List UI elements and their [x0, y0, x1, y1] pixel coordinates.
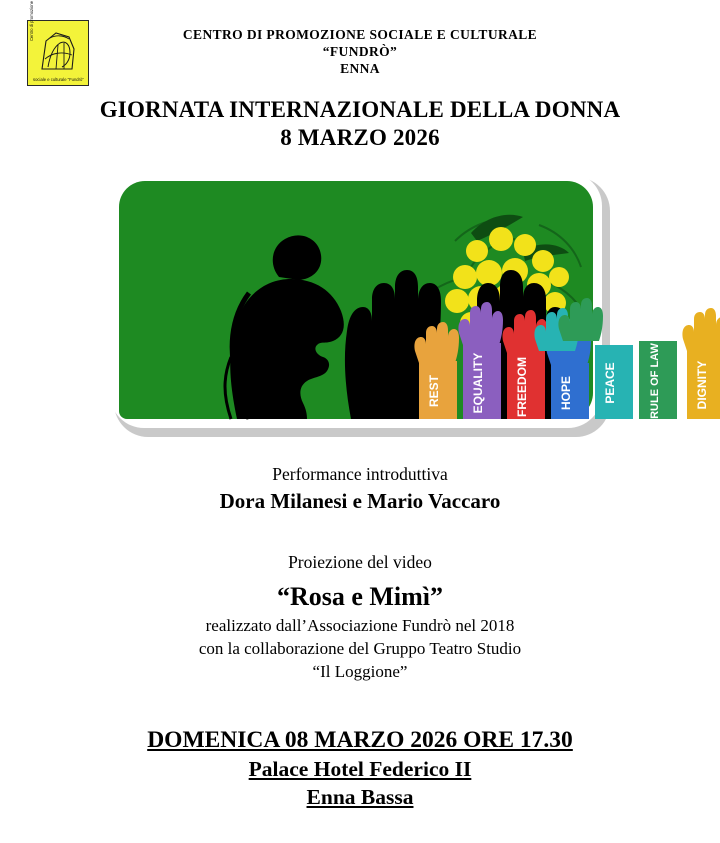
- word-hands-group: [414, 296, 720, 419]
- svg-text:DIGNITY: DIGNITY: [695, 360, 709, 410]
- video-title: “Rosa e Mimì”: [276, 582, 444, 611]
- event-details-section: [0, 725, 720, 811]
- hand-equality: [458, 302, 503, 419]
- performance-section: [0, 462, 720, 516]
- video-intro-label: Proiezione del video: [288, 552, 432, 572]
- logo-text-left: Centro di promozione: [29, 0, 34, 41]
- svg-text:PEACE: PEACE: [603, 362, 617, 404]
- event-city: Enna Bassa: [306, 785, 414, 809]
- svg-text:EQUALITY: EQUALITY: [471, 352, 485, 414]
- header-line-name: “FUNDRÒ”: [322, 44, 398, 59]
- svg-text:HOPE: HOPE: [559, 375, 573, 411]
- women-day-illustration: [110, 172, 709, 437]
- svg-text:RULE OF LAW: RULE OF LAW: [649, 343, 661, 419]
- illustration-artwork: [119, 181, 709, 419]
- header-block: [0, 26, 720, 77]
- video-credit-line-2: con la collaborazione del Gruppo Teatro Studio: [198, 639, 522, 658]
- hand-dignity: [682, 308, 720, 419]
- page-title: [0, 96, 720, 152]
- header-line-city: ENNA: [340, 61, 380, 76]
- performance-intro-label: Performance introduttiva: [272, 464, 448, 484]
- video-section: [0, 550, 720, 683]
- svg-text:REST: REST: [427, 374, 441, 408]
- illustration-frame: [110, 172, 709, 428]
- event-date-time: DOMENICA 08 MARZO 2026 ORE 17.30: [147, 727, 573, 753]
- video-credit-line-3: “Il Loggione”: [312, 662, 408, 681]
- logo-text-bottom: sociale e culturale “Fundrò”: [33, 77, 84, 82]
- video-credit-line-1: realizzato dall’Associazione Fundrò nel 2018: [205, 616, 515, 635]
- title-line-event: GIORNATA INTERNAZIONALE DELLA DONNA: [99, 97, 621, 122]
- title-line-date: 8 MARZO 2026: [280, 125, 440, 150]
- illustration-canvas: [119, 181, 709, 419]
- performance-performers: Dora Milanesi e Mario Vaccaro: [219, 489, 501, 513]
- header-line-organization: CENTRO DI PROMOZIONE SOCIALE E CULTURALE: [182, 27, 538, 42]
- event-venue: Palace Hotel Federico II: [248, 757, 472, 781]
- svg-text:FREEDOM: FREEDOM: [515, 357, 529, 417]
